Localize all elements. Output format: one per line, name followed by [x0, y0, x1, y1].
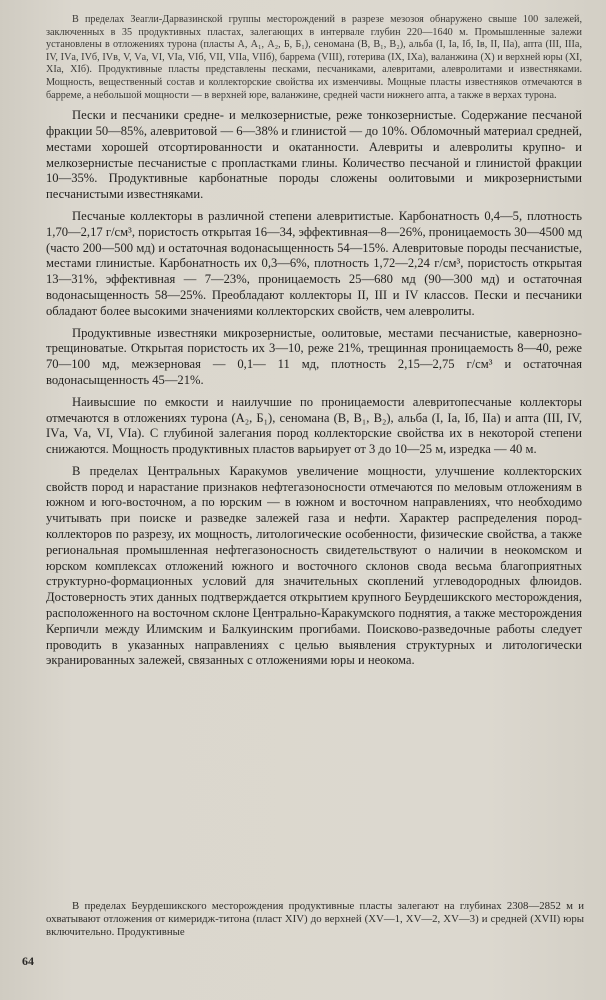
paragraph-zeagli-darvaza: В пределах Зеагли-Дарвазинской группы месторождений в разрезе мезозоя обнаружено свыше 100 залежей, заключенных в 35 продуктивных пластах, залегающих в интервале глубин 220—1640 м. Промышленные залежи установлены в отложениях турона (пласты А, А₁, А₂, Б, Б₁), сеномана (В, В₁, В₂), альба (I, Iа, Iб, Iв, II, IIа), апта (III, IIIа, IV, IVа, IVб, IVв, V, Vа, VI, VIа, VIб, VII, VIIа, VIIб), баррема (VIII), готерива (IX, IXа), валанжина (X) и верхней юры (XI, XIа, XIб). Продуктивные пласты представлены песками, песчаниками, алевритами, алевролитами и известняками. Мощность, вещественный состав и коллекторские свойства их изменчивы. Мощные пласты известняков отмечаются в барреме, а небольшой мощности — в верхней юре, валанжине, средней части нижнего апта, а также в верхах турона. — [46, 14, 582, 101]
paragraph-sand-collectors: Песчаные коллекторы в различной степени алевритистые. Карбонатность 0,4—5, плотность 1,70—2,17 г/см³, пористость открытая 16—34, эффективная—8—26%, проницаемость 30—4500 мд (часто 200—500 мд) и остаточная водонасыщенность 54—15%. Алевритовые породы песчанистые, местами глинистые. Карбонатность их 0,3—6%, плотность 1,72—2,24 г/см³, пористость открытая 13—31%, эффективная — 7—23%, проницаемость 25—680 мд (90—300 мд) и остаточная водонасыщенность 58—25%. Преобладают коллекторы II, III и IV классов. Пески и песчаники обладают более высокими значениями коллекторских свойств, чем алевролиты. — [46, 208, 582, 318]
paragraph-best-collectors: Наивысшие по емкости и наилучшие по проницаемости алевритопесчаные коллекторы отмечаются в отложениях турона (А₂, Б₁), сеномана (В, В₁, В₂), альба (I, Iа, Iб, IIа) и апта (III, IV, IVа, Vа, VI, VIа). С глубиной залегания пород коллекторские свойства их в некоторой степени снижаются. Мощность продуктивных пластов варьирует от 3 до 10—25 м, изредка — 40 м. — [46, 394, 582, 457]
paragraph-sandstones: Пески и песчаники средне- и мелкозернистые, реже тонкозернистые. Содержание песчаной фракции 50—85%, алевритовой — 6—38% и глинистой — до 10%. Обломочный материал средней, местами хорошей отсортированности и окатанности. Алевриты и алевролиты крупно- и мелкозернистые песчанистые с пропластками глины. Количество песчаной и глинистой фракции 10—35%. Продуктивные карбонатные породы сложены оолитовыми и микрозернистыми песчанистыми известняками. — [46, 108, 582, 202]
page-number: 64 — [22, 954, 34, 968]
footnote: В пределах Беурдешикского месторождения продуктивные пласты залегают на глубинах 2308—2852 м и охватывают отложения от кимеридж-титона (пласт XIV) до верхней (XV—1, XV—2, XV—3) и средней (XVII) юры включительно. Продуктивные — [46, 900, 584, 939]
paragraph-central-karakum: В пределах Центральных Каракумов увеличение мощности, улучшение коллекторских свойств пород и нарастание признаков нефтегазоносности отмечаются по меловым отложениям в южном и юго-восточном, а по юрским — в южном и восточном направлениях, что необходимо учитывать при поиске и разведке залежей газа и нефти. Характер распределения пород-коллекторов по разрезу, их мощность, литологические особенности, физические свойства, а также региональная промышленная нефтегазоносность свидетельствуют о наличии в неокомском и юрском комплексах отложений южного и восточного склонов свода весьма благоприятных структурно-формационных условий для значительных скоплений углеводородных флюидов. Достоверность этих данных подтверждается открытием крупного Беурдешикского месторождения, расположенного на восточном склоне Центрально-Каракумского поднятия, а также месторождения Керпичли между Илимским и Балкуинским прогибами. Поисково-разведочные работы следует проводить в указанных направлениях с целью выявления структурных и литологически экранированных залежей, связанных с отложениями юры и неокома. — [46, 463, 582, 668]
paragraph-limestones: Продуктивные известняки микрозернистые, оолитовые, местами песчанистые, кавернозно-трещиноватые. Открытая пористость их 3—10, реже 21%, трещинная проницаемость 8—40, реже 70—100 мд, межзерновая — 0,1— 11 мд, плотность 2,15—2,75 г/см³ и остаточная водонасыщенность 45—21%. — [46, 325, 582, 387]
